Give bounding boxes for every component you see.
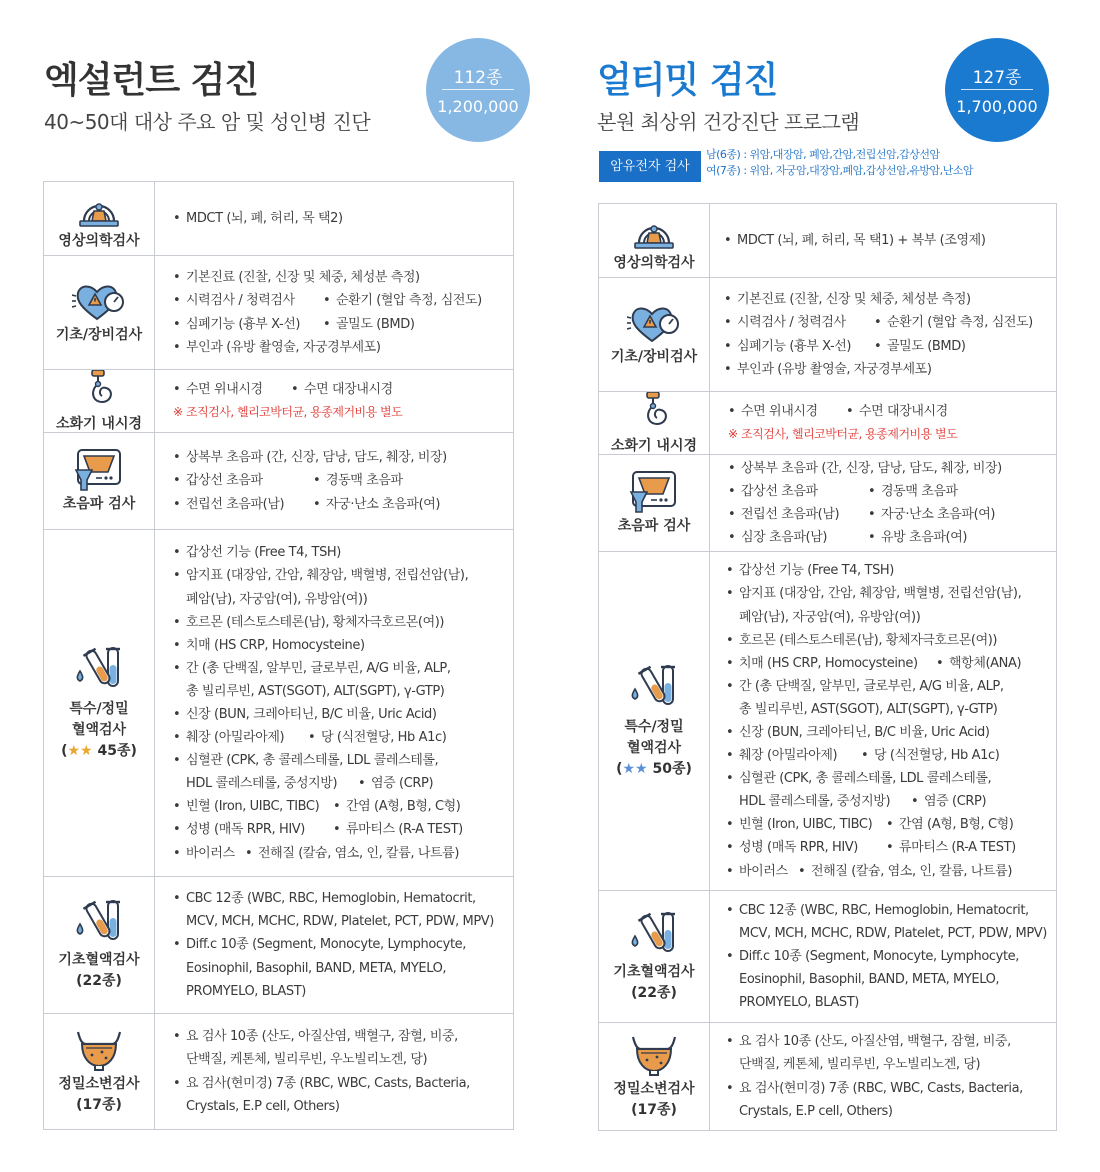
- category-label: 초음파 검사: [62, 495, 136, 512]
- item-list: [710, 455, 1056, 551]
- list-item: • 요 검사(현미경) 7종 (RBC, WBC, Casts, Bacteria,: [726, 1077, 1052, 1100]
- list-item: • 순환기 (혈압 측정, 심전도): [323, 289, 482, 312]
- list-item: • Diff.c 10종 (Segment, Monocyte, Lymphocyte,: [173, 933, 509, 956]
- list-item: • 암지표 (대장암, 간암, 췌장암, 백혈병, 전립선암(남),: [726, 582, 1052, 605]
- list-item: • 호르몬 (테스토스테론(남), 황체자극호르몬(여)): [726, 629, 1052, 652]
- table-row: [599, 204, 1056, 278]
- table-row: [44, 877, 513, 1014]
- list-item: • 수면 위내시경: [173, 378, 291, 401]
- table-row: [599, 455, 1056, 552]
- excellent-subtitle: 40~50대 대상 주요 암 및 성인병 진단: [44, 110, 371, 134]
- table-row: [44, 433, 513, 530]
- category-label: 소화기 내시경: [55, 415, 143, 432]
- category-cell: [44, 370, 155, 432]
- category-label: 정밀소변검사 (17종): [613, 1080, 695, 1118]
- item-list: [155, 433, 513, 529]
- list-item: • 심폐기능 (흉부 X-선): [724, 335, 874, 358]
- test-tube-icon: [72, 645, 126, 689]
- ultrasound-icon: [72, 448, 126, 492]
- list-item: Crystals, E.P cell, Others): [739, 1103, 893, 1119]
- list-item: • 기본진료 (진찰, 신장 및 체중, 체성분 측정): [173, 266, 509, 289]
- category-label: 기초/장비검사: [610, 349, 698, 365]
- list-item: • 빈혈 (Iron, UIBC, TIBC): [173, 795, 333, 818]
- extra-cost-note: ※ 조직검사, 헬리코박터균, 용종제거비용 별도: [728, 423, 1052, 446]
- list-item: • 전해질 (칼슘, 염소, 인, 칼륨, 나트륨): [245, 842, 459, 865]
- category-label: 특수/정밀 혈액검사 (★★ 50종): [616, 718, 692, 777]
- table-row: [599, 278, 1056, 392]
- list-item: • 바이러스: [173, 842, 245, 865]
- list-item: • 심폐기능 (흉부 X-선): [173, 313, 323, 336]
- category-cell: [599, 1023, 710, 1130]
- item-list: [710, 392, 1056, 454]
- item-list: [155, 182, 513, 255]
- excellent-test-count: 112종: [453, 68, 503, 88]
- table-row: [44, 1014, 513, 1129]
- category-cell: [44, 1014, 155, 1129]
- list-item: • 부인과 (유방 촬영술, 자궁경부세포): [724, 358, 1052, 381]
- table-row: [599, 392, 1056, 455]
- list-item: 총 빌리루빈, AST(SGOT), ALT(SGPT), γ-GTP): [186, 683, 445, 699]
- table-row: [599, 891, 1056, 1023]
- ultrasound-icon: [627, 470, 681, 514]
- list-item: • 자궁·난소 초음파(여): [868, 503, 995, 526]
- excellent-price-badge: [426, 38, 530, 142]
- table-row: [44, 370, 513, 433]
- category-cell: [599, 455, 710, 551]
- ultimate-table: [598, 203, 1057, 1131]
- list-item: • 기본진료 (진찰, 신장 및 체중, 체성분 측정): [724, 288, 1052, 311]
- list-item: 폐암(남), 자궁암(여), 유방암(여)): [186, 591, 368, 607]
- extra-cost-note: ※ 조직검사, 헬리코박터균, 용종제거비용 별도: [173, 401, 509, 424]
- item-list: [710, 1023, 1056, 1130]
- item-list: [155, 530, 513, 876]
- list-item: • 호르몬 (테스토스테론(남), 황체자극호르몬(여)): [173, 611, 509, 634]
- list-item: 폐암(남), 자궁암(여), 유방암(여)): [739, 609, 921, 625]
- list-item: Crystals, E.P cell, Others): [186, 1098, 340, 1114]
- category-cell: [44, 433, 155, 529]
- list-item: • CBC 12종 (WBC, RBC, Hemoglobin, Hematocrit,: [726, 899, 1052, 922]
- ultimate-subtitle: 본원 최상위 건강진단 프로그램: [597, 110, 860, 134]
- list-item: • 시력검사 / 청력검사: [724, 311, 874, 334]
- ultimate-price: 1,700,000: [956, 97, 1038, 116]
- list-item: • 수면 대장내시경: [291, 378, 393, 401]
- item-list: [710, 552, 1056, 890]
- list-item: • 간 (총 단백질, 알부민, 글로부린, A/G 비율, ALP,: [726, 675, 1052, 698]
- bladder-icon: [72, 1028, 126, 1072]
- table-row: [44, 182, 513, 256]
- list-item: • 경동맥 초음파: [313, 469, 403, 492]
- category-cell: [599, 891, 710, 1022]
- list-item: HDL 콜레스테롤, 중성지방): [186, 776, 338, 792]
- list-item: • 요 검사 10종 (산도, 아질산염, 백혈구, 잠혈, 비중,: [173, 1025, 509, 1048]
- category-label: 영상의학검사: [58, 233, 140, 249]
- cancer-gene-test-list: [706, 147, 973, 179]
- endoscope-icon: [627, 392, 681, 434]
- list-item: • 갑상선 기능 (Free T4, TSH): [726, 559, 1052, 582]
- list-item: • 간염 (A형, B형, C형): [333, 795, 460, 818]
- excellent-table: [43, 181, 514, 1130]
- list-item: Eosinophil, Basophil, BAND, META, MYELO,: [186, 960, 447, 976]
- ultimate-title: 얼티밋 검진: [597, 60, 778, 101]
- list-item: • 경동맥 초음파: [868, 480, 958, 503]
- cancer-gene-male: 남(6종) : 위암,대장암, 폐암,간암,전립선암,갑상선암: [706, 148, 940, 161]
- category-cell: [599, 392, 710, 454]
- ct-scanner-icon: [627, 207, 681, 251]
- list-item: • 간 (총 단백질, 알부민, 글로부린, A/G 비율, ALP,: [173, 657, 509, 680]
- item-list: [155, 877, 513, 1013]
- list-item: • 신장 (BUN, 크레아티닌, B/C 비율, Uric Acid): [173, 703, 509, 726]
- list-item: • 전해질 (칼슘, 염소, 인, 칼륨, 나트륨): [798, 860, 1012, 883]
- category-cell: [44, 256, 155, 369]
- excellent-price: 1,200,000: [437, 97, 519, 116]
- list-item: • 요 검사(현미경) 7종 (RBC, WBC, Casts, Bacteria,: [173, 1072, 509, 1095]
- list-item: Eosinophil, Basophil, BAND, META, MYELO,: [739, 972, 1000, 988]
- list-item: • 염증 (CRP): [358, 772, 433, 795]
- list-item: • 골밀도 (BMD): [874, 335, 966, 358]
- list-item: • MDCT (뇌, 폐, 허리, 목 택1) + 복부 (조영제): [724, 229, 1052, 252]
- table-row: [599, 1023, 1056, 1130]
- list-item: • 췌장 (아밀라아제): [726, 744, 861, 767]
- list-item: • 성병 (매독 RPR, HIV): [173, 818, 333, 841]
- list-item: • 자궁·난소 초음파(여): [313, 493, 440, 516]
- category-label: 소화기 내시경: [610, 437, 698, 454]
- list-item: • 순환기 (혈압 측정, 심전도): [874, 311, 1033, 334]
- item-list: [710, 891, 1056, 1022]
- list-item: • 수면 위내시경: [728, 400, 846, 423]
- list-item: • 상복부 초음파 (간, 신장, 담낭, 담도, 췌장, 비장): [173, 446, 509, 469]
- category-cell: [599, 552, 710, 890]
- list-item: • 갑상선 초음파: [728, 480, 868, 503]
- list-item: • 신장 (BUN, 크레아티닌, B/C 비율, Uric Acid): [726, 721, 1052, 744]
- list-item: • 심혈관 (CPK, 총 콜레스테롤, LDL 콜레스테롤,: [173, 749, 509, 772]
- list-item: • 간염 (A형, B형, C형): [886, 813, 1013, 836]
- list-item: • 심장 초음파(남): [728, 526, 868, 549]
- list-item: • 심혈관 (CPK, 총 콜레스테롤, LDL 콜레스테롤,: [726, 767, 1052, 790]
- category-cell: [44, 182, 155, 255]
- item-list: [710, 204, 1056, 277]
- list-item: 총 빌리루빈, AST(SGOT), ALT(SGPT), γ-GTP): [739, 701, 998, 717]
- endoscope-icon: [72, 370, 126, 412]
- list-item: MCV, MCH, MCHC, RDW, Platelet, PCT, PDW, MPV): [186, 914, 494, 930]
- list-item: • 췌장 (아밀라아제): [173, 726, 308, 749]
- list-item: • 시력검사 / 청력검사: [173, 289, 323, 312]
- test-tube-icon: [627, 910, 681, 954]
- category-label: 기초혈액검사 (22종): [613, 963, 695, 1001]
- star-icon: ★★: [622, 760, 648, 777]
- category-cell: [599, 204, 710, 277]
- list-item: • 갑상선 기능 (Free T4, TSH): [173, 541, 509, 564]
- category-label: 영상의학검사: [613, 255, 695, 271]
- category-cell: [599, 278, 710, 391]
- list-item: MCV, MCH, MCHC, RDW, Platelet, PCT, PDW, MPV): [739, 925, 1047, 941]
- category-cell: [44, 530, 155, 876]
- list-item: 단백질, 케톤체, 빌리루빈, 우노빌리노겐, 당): [186, 1052, 428, 1068]
- list-item: • 갑상선 초음파: [173, 469, 313, 492]
- test-tube-icon: [72, 898, 126, 942]
- test-tube-icon: [627, 663, 681, 707]
- heart-gauge-icon: [627, 301, 681, 345]
- excellent-title: 엑설런트 검진: [44, 60, 259, 101]
- list-item: • 류마티스 (R-A TEST): [886, 836, 1016, 859]
- list-item: • 부인과 (유방 촬영술, 자궁경부세포): [173, 336, 509, 359]
- list-item: HDL 콜레스테롤, 중성지방): [739, 794, 891, 810]
- category-label: 정밀소변검사 (17종): [58, 1075, 140, 1113]
- table-row: [44, 530, 513, 877]
- list-item: • 유방 초음파(여): [868, 526, 967, 549]
- star-icon: ★★: [67, 742, 93, 759]
- list-item: • 치매 (HS CRP, Homocysteine): [726, 652, 936, 675]
- item-list: [155, 1014, 513, 1129]
- list-item: • 성병 (매독 RPR, HIV): [726, 836, 886, 859]
- list-item: • CBC 12종 (WBC, RBC, Hemoglobin, Hematocrit,: [173, 887, 509, 910]
- list-item: • 바이러스: [726, 860, 798, 883]
- category-cell: [44, 877, 155, 1013]
- list-item: 단백질, 케톤체, 빌리루빈, 우노빌리노겐, 당): [739, 1057, 981, 1073]
- list-item: • 염증 (CRP): [911, 790, 986, 813]
- list-item: • 당 (식전혈당, Hb A1c): [308, 726, 446, 749]
- list-item: • 전립선 초음파(남): [173, 493, 313, 516]
- heart-gauge-icon: [72, 279, 126, 323]
- list-item: PROMYELO, BLAST): [186, 983, 306, 999]
- table-row: [599, 552, 1056, 891]
- ultimate-test-count: 127종: [972, 68, 1022, 88]
- list-item: • 류마티스 (R-A TEST): [333, 818, 463, 841]
- cancer-gene-test-tag: 암유전자 검사: [599, 151, 701, 182]
- table-row: [44, 256, 513, 370]
- list-item: • Diff.c 10종 (Segment, Monocyte, Lymphocyte,: [726, 945, 1052, 968]
- list-item: • 암지표 (대장암, 간암, 췌장암, 백혈병, 전립선암(남),: [173, 564, 509, 587]
- list-item: • 골밀도 (BMD): [323, 313, 415, 336]
- ct-scanner-icon: [72, 185, 126, 229]
- list-item: • 당 (식전혈당, Hb A1c): [861, 744, 999, 767]
- bladder-icon: [627, 1033, 681, 1077]
- list-item: • MDCT (뇌, 폐, 허리, 목 택2): [173, 207, 509, 230]
- item-list: [155, 370, 513, 432]
- item-list: [155, 256, 513, 369]
- list-item: • 요 검사 10종 (산도, 아질산염, 백혈구, 잠혈, 비중,: [726, 1030, 1052, 1053]
- cancer-gene-female: 여(7종) : 위암, 자궁암,대장암,폐암,갑상선암,유방암,난소암: [706, 164, 974, 177]
- category-label: 기초/장비검사: [55, 327, 143, 343]
- list-item: • 빈혈 (Iron, UIBC, TIBC): [726, 813, 886, 836]
- item-list: [710, 278, 1056, 391]
- category-label: 초음파 검사: [617, 517, 691, 534]
- list-item: • 수면 대장내시경: [846, 400, 948, 423]
- list-item: • 상복부 초음파 (간, 신장, 담낭, 담도, 췌장, 비장): [728, 457, 1052, 480]
- list-item: • 전립선 초음파(남): [728, 503, 868, 526]
- list-item: PROMYELO, BLAST): [739, 995, 859, 1011]
- list-item: • 치매 (HS CRP, Homocysteine): [173, 634, 509, 657]
- list-item: • 핵항체(ANA): [936, 652, 1021, 675]
- category-label: 기초혈액검사 (22종): [58, 952, 140, 989]
- ultimate-price-badge: [945, 38, 1049, 142]
- category-label: 특수/정밀 혈액검사 (★★ 45종): [61, 700, 137, 759]
